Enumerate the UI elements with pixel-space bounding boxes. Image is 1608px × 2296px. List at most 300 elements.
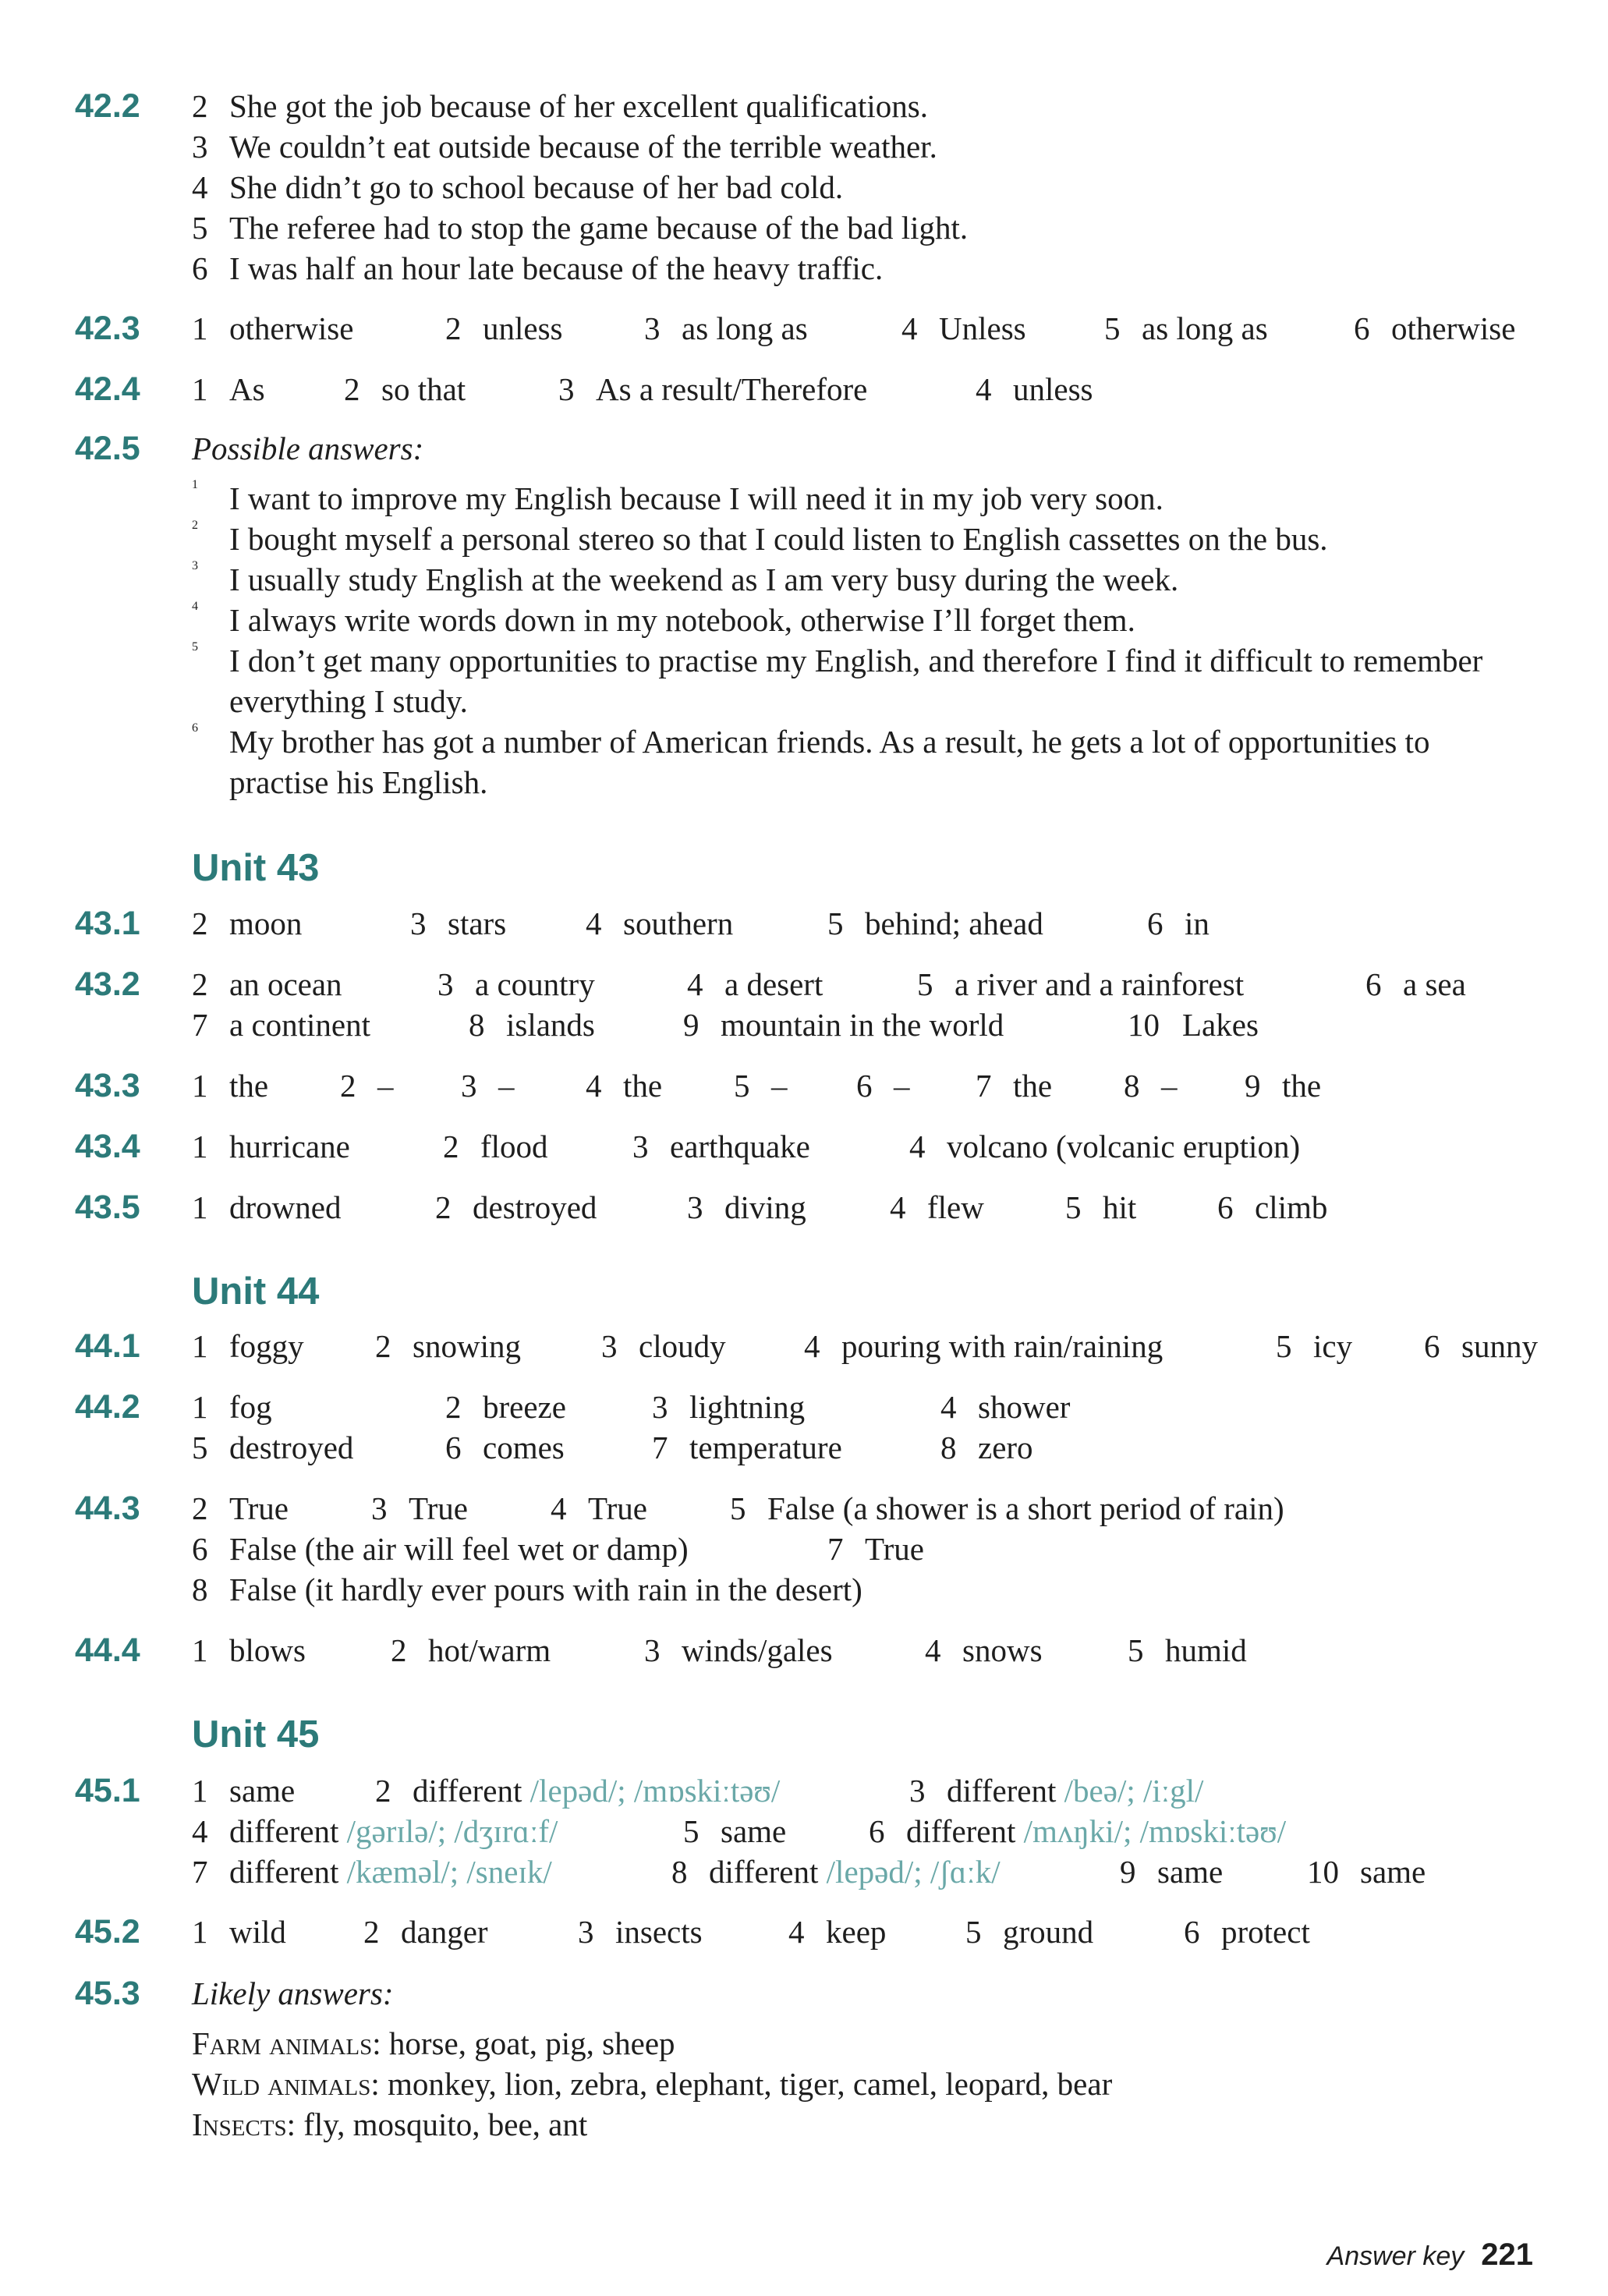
answer-item <box>976 369 1093 409</box>
answer-item <box>734 1065 788 1106</box>
answer-item <box>1365 964 1466 1004</box>
item-number: 4 <box>551 1490 567 1526</box>
answers-intro: Possible answers: <box>192 430 424 466</box>
item-number: 8 <box>1124 1068 1140 1104</box>
answer-line <box>192 478 1580 519</box>
exercise-number: 43.1 <box>75 905 140 942</box>
item-number: 1 <box>192 310 208 346</box>
answer-item <box>890 1187 984 1228</box>
item-text: The referee had to stop the game because of the bad light. <box>229 210 969 246</box>
answer-item <box>632 1126 810 1167</box>
item-text: different <box>229 1813 339 1849</box>
answer-item <box>1128 1630 1247 1671</box>
answer-item <box>976 1065 1052 1106</box>
item-text: protect <box>1221 1914 1310 1950</box>
item-number: 3 <box>192 559 198 572</box>
item-number: 5 <box>683 1813 700 1849</box>
unit-heading: Unit 45 <box>192 1713 320 1756</box>
item-text: same <box>1157 1854 1224 1890</box>
answer-item <box>586 1065 662 1106</box>
answer-item <box>965 1912 1093 1952</box>
answer-item <box>1104 308 1268 349</box>
item-number: 4 <box>192 600 198 613</box>
item-number: 6 <box>192 250 208 286</box>
item-number: 2 <box>435 1189 452 1225</box>
answer-item <box>827 1529 924 1569</box>
item-text: volcano (volcanic eruption) <box>947 1129 1301 1164</box>
answer-item <box>687 1187 806 1228</box>
item-number: 3 <box>410 905 427 941</box>
answer-line <box>192 207 1580 248</box>
answer-item <box>443 1126 548 1167</box>
answer-item <box>192 1912 286 1952</box>
exercise-number: 42.2 <box>75 87 140 125</box>
answer-item <box>391 1630 551 1671</box>
item-text: Lakes <box>1182 1007 1259 1043</box>
item-text: She got the job because of her excellent qualifications. <box>229 88 928 124</box>
item-number: 9 <box>1245 1068 1261 1104</box>
item-number: 3 <box>601 1328 618 1364</box>
item-text: mountain in the world <box>721 1007 1004 1043</box>
item-number: 9 <box>1120 1854 1136 1890</box>
answer-item <box>192 964 342 1004</box>
item-text: as long as <box>682 310 808 346</box>
answer-item <box>925 1630 1043 1671</box>
item-number: 6 <box>856 1068 873 1104</box>
item-text: so that <box>381 371 466 407</box>
item-number: 4 <box>586 905 602 941</box>
item-number: 8 <box>940 1430 957 1465</box>
item-number: 1 <box>192 1129 208 1164</box>
item-text: drowned <box>229 1189 342 1225</box>
answer-item <box>344 369 466 409</box>
item-text: the <box>623 1068 663 1104</box>
exercise-number: 43.3 <box>75 1067 140 1104</box>
phonetic-transcription: /mʌŋki/; /mɒskiːtəʊ/ <box>1023 1813 1287 1849</box>
category-items: monkey, lion, zebra, elephant, tiger, camel, leopard, bear <box>388 2066 1113 2102</box>
answer-item <box>683 1811 786 1851</box>
item-text: otherwise <box>1391 310 1516 346</box>
answer-item <box>192 903 302 944</box>
answer-item <box>804 1326 1163 1366</box>
answer-item <box>652 1427 842 1468</box>
category-line <box>192 2023 1580 2064</box>
item-text: icy <box>1313 1328 1353 1364</box>
answer-item <box>644 308 808 349</box>
answer-line <box>192 600 1580 640</box>
item-number: 6 <box>1424 1328 1440 1364</box>
item-number: 5 <box>965 1914 982 1950</box>
answer-item <box>192 1387 272 1427</box>
answer-item <box>340 1065 394 1106</box>
answer-item <box>192 1427 353 1468</box>
unit-heading: Unit 43 <box>192 847 320 889</box>
answer-item <box>827 903 1043 944</box>
item-number: 6 <box>1184 1914 1200 1950</box>
item-number: 2 <box>375 1773 391 1809</box>
answer-item <box>1217 1187 1327 1228</box>
category-label: Wild animals: <box>192 2066 380 2102</box>
answer-line <box>192 86 1580 126</box>
answer-item <box>192 1851 552 1892</box>
item-number: 5 <box>734 1068 750 1104</box>
answers-intro: Likely answers: <box>192 1975 394 2011</box>
item-number: 5 <box>1065 1189 1082 1225</box>
answer-item <box>1354 308 1515 349</box>
item-number: 5 <box>192 210 208 246</box>
item-number: 1 <box>192 478 198 491</box>
item-number: 2 <box>192 88 208 124</box>
item-number: 6 <box>445 1430 462 1465</box>
answer-item <box>461 1065 515 1106</box>
item-text: different <box>709 1854 819 1890</box>
item-number: 4 <box>788 1914 805 1950</box>
answer-item <box>192 1488 289 1529</box>
item-number: 2 <box>192 519 198 532</box>
item-text: sunny <box>1461 1328 1538 1364</box>
item-number: 5 <box>1104 310 1121 346</box>
answer-item <box>558 369 867 409</box>
item-number: 9 <box>683 1007 700 1043</box>
item-text: hurricane <box>229 1129 350 1164</box>
exercise-number: 43.5 <box>75 1189 140 1226</box>
item-number: 2 <box>340 1068 356 1104</box>
item-number: 5 <box>917 966 933 1002</box>
item-number: 4 <box>925 1632 941 1668</box>
item-text: False (it hardly ever pours with rain in the desert) <box>229 1571 862 1607</box>
exercise-number: 43.2 <box>75 966 140 1003</box>
answer-item <box>1128 1004 1259 1045</box>
answer-item <box>1245 1065 1321 1106</box>
answer-item <box>192 1004 370 1045</box>
phonetic-transcription: /lepəd/; /ʃɑːk/ <box>826 1854 1001 1890</box>
item-text: – <box>377 1068 394 1104</box>
category-line <box>192 2064 1580 2104</box>
item-text: a sea <box>1403 966 1466 1002</box>
item-number: 6 <box>1354 310 1370 346</box>
item-text: I want to improve my English because I will need it in my job very soon. <box>229 480 1163 516</box>
item-number: 10 <box>1307 1854 1339 1890</box>
item-number: 3 <box>192 129 208 165</box>
answer-item <box>192 1630 306 1671</box>
item-text: breeze <box>483 1389 566 1425</box>
unit-heading: Unit 44 <box>192 1270 320 1313</box>
answer-item <box>683 1004 1004 1045</box>
item-number: 3 <box>437 966 454 1002</box>
item-number: 8 <box>192 1571 208 1607</box>
item-text: unless <box>483 310 563 346</box>
item-text: winds/gales <box>682 1632 833 1668</box>
item-number: 4 <box>586 1068 602 1104</box>
item-number: 5 <box>730 1490 746 1526</box>
answer-item <box>644 1630 833 1671</box>
item-number: 2 <box>344 371 360 407</box>
answer-item <box>578 1912 703 1952</box>
item-number: 2 <box>363 1914 380 1950</box>
item-text: southern <box>623 905 734 941</box>
answer-item <box>551 1488 647 1529</box>
item-number: 6 <box>192 1531 208 1567</box>
exercise-number: 45.1 <box>75 1772 140 1809</box>
item-text: zero <box>978 1430 1033 1465</box>
item-text: behind; ahead <box>865 905 1043 941</box>
item-number: 3 <box>644 310 661 346</box>
item-number: 2 <box>443 1129 459 1164</box>
item-text: True <box>409 1490 468 1526</box>
answer-item <box>375 1326 521 1366</box>
item-number: 3 <box>371 1490 388 1526</box>
item-text: otherwise <box>229 310 354 346</box>
category-line <box>192 2104 1580 2145</box>
item-text: She didn’t go to school because of her bad cold. <box>229 169 844 205</box>
item-text: I don’t get many opportunities to practise my English, and therefore I find it difficult to remember everything I study. <box>229 643 1483 719</box>
item-number: 3 <box>909 1773 926 1809</box>
item-text: ground <box>1003 1914 1094 1950</box>
item-text: flew <box>927 1189 984 1225</box>
item-number: 4 <box>890 1189 906 1225</box>
answer-item <box>856 1065 910 1106</box>
item-number: 5 <box>1128 1632 1144 1668</box>
item-number: 5 <box>827 905 844 941</box>
exercise-number: 42.4 <box>75 370 140 408</box>
item-text: hot/warm <box>428 1632 551 1668</box>
item-number: 7 <box>192 1007 208 1043</box>
answer-item <box>1147 903 1210 944</box>
item-number: 2 <box>445 310 462 346</box>
item-number: 4 <box>940 1389 957 1425</box>
item-number: 10 <box>1128 1007 1160 1043</box>
item-number: 2 <box>391 1632 407 1668</box>
answer-item <box>1276 1326 1352 1366</box>
item-text: different <box>906 1813 1016 1849</box>
answer-item <box>671 1851 1001 1892</box>
item-number: 3 <box>652 1389 668 1425</box>
exercise-number: 44.4 <box>75 1632 140 1669</box>
item-text: same <box>229 1773 296 1809</box>
item-number: 2 <box>375 1328 391 1364</box>
item-text: destroyed <box>473 1189 597 1225</box>
item-text: insects <box>615 1914 703 1950</box>
item-number: 2 <box>192 1490 208 1526</box>
item-text: moon <box>229 905 303 941</box>
answer-item <box>909 1126 1300 1167</box>
footer-label: Answer key <box>1326 2241 1465 2271</box>
answer-item <box>445 308 563 349</box>
item-text: – <box>1161 1068 1178 1104</box>
item-number: 2 <box>192 905 208 941</box>
answer-item <box>940 1387 1070 1427</box>
item-text: different <box>229 1854 339 1890</box>
answer-item <box>901 308 1026 349</box>
item-number: 4 <box>909 1129 926 1164</box>
item-number: 7 <box>976 1068 992 1104</box>
item-text: destroyed <box>229 1430 354 1465</box>
item-number: 1 <box>192 1068 208 1104</box>
item-text: wild <box>229 1914 286 1950</box>
item-number: 4 <box>901 310 918 346</box>
item-text: True <box>588 1490 647 1526</box>
exercise-number: 44.3 <box>75 1490 140 1527</box>
exercise-number: 43.4 <box>75 1128 140 1165</box>
exercise-number: 42.5 <box>75 430 140 467</box>
answer-item <box>1124 1065 1178 1106</box>
answer-line <box>192 721 1440 803</box>
answer-line <box>192 167 1580 207</box>
item-number: 3 <box>558 371 575 407</box>
answer-item <box>730 1488 1284 1529</box>
answer-item <box>192 1770 295 1811</box>
answer-item <box>192 1529 689 1569</box>
answer-item <box>192 1126 350 1167</box>
page-number: 221 <box>1481 2238 1533 2272</box>
answer-item <box>687 964 823 1004</box>
item-number: 3 <box>578 1914 594 1950</box>
phonetic-transcription: /kæməl/; /sneɪk/ <box>346 1854 552 1890</box>
item-text: earthquake <box>670 1129 810 1164</box>
item-text: temperature <box>689 1430 842 1465</box>
item-text: lightning <box>689 1389 806 1425</box>
item-number: 4 <box>976 371 992 407</box>
item-number: 6 <box>1147 905 1163 941</box>
item-text: a desert <box>724 966 823 1002</box>
item-text: snowing <box>413 1328 521 1364</box>
item-text: I was half an hour late because of the heavy traffic. <box>229 250 884 286</box>
item-number: 6 <box>1365 966 1382 1002</box>
item-text: I always write words down in my notebook, otherwise I’ll forget them. <box>229 602 1135 638</box>
exercise-number: 45.3 <box>75 1975 140 2012</box>
item-number: 7 <box>192 1854 208 1890</box>
answer-item <box>586 903 733 944</box>
answer-item <box>940 1427 1033 1468</box>
item-number: 8 <box>469 1007 485 1043</box>
answer-item <box>371 1488 468 1529</box>
item-text: diving <box>724 1189 806 1225</box>
item-text: – <box>771 1068 788 1104</box>
answer-line <box>192 640 1518 721</box>
answer-item <box>469 1004 595 1045</box>
item-text: comes <box>483 1430 565 1465</box>
answer-item <box>375 1770 780 1811</box>
answer-item <box>192 369 265 409</box>
item-text: shower <box>978 1389 1071 1425</box>
item-number: 3 <box>687 1189 703 1225</box>
answer-item <box>1184 1912 1310 1952</box>
item-number: 3 <box>644 1632 661 1668</box>
item-text: Unless <box>939 310 1026 346</box>
item-number: 3 <box>461 1068 477 1104</box>
answer-item <box>1307 1851 1426 1892</box>
answer-item <box>1120 1851 1223 1892</box>
item-text: a river and a rainforest <box>955 966 1245 1002</box>
item-number: 1 <box>192 1189 208 1225</box>
item-number: 3 <box>632 1129 649 1164</box>
exercise-number: 44.1 <box>75 1327 140 1365</box>
item-number: 8 <box>671 1854 688 1890</box>
answer-item <box>1424 1326 1538 1366</box>
item-text: My brother has got a number of American friends. As a result, he gets a lot of opportunities to practise his English. <box>229 724 1430 800</box>
item-number: 5 <box>192 1430 208 1465</box>
answer-item <box>652 1387 805 1427</box>
item-text: stars <box>448 905 507 941</box>
answer-item <box>192 1569 862 1610</box>
answer-item <box>192 1187 341 1228</box>
item-text: cloudy <box>639 1328 726 1364</box>
answer-item <box>435 1187 597 1228</box>
exercise-number: 44.2 <box>75 1388 140 1426</box>
answer-item <box>445 1387 566 1427</box>
item-text: fog <box>229 1389 272 1425</box>
item-number: 6 <box>1217 1189 1234 1225</box>
item-number: 4 <box>192 169 208 205</box>
answer-line <box>192 519 1580 559</box>
item-text: islands <box>506 1007 595 1043</box>
answer-line <box>192 248 1580 289</box>
item-text: the <box>1013 1068 1053 1104</box>
item-text: – <box>894 1068 910 1104</box>
answer-line <box>192 559 1580 600</box>
item-text: foggy <box>229 1328 304 1364</box>
answer-item <box>869 1811 1286 1851</box>
phonetic-transcription: /lepəd/; /mɒskiːtəʊ/ <box>530 1773 781 1809</box>
page-footer <box>1327 2235 1533 2276</box>
answer-item <box>917 964 1244 1004</box>
item-text: different <box>947 1773 1057 1809</box>
item-text: humid <box>1165 1632 1247 1668</box>
answer-item <box>601 1326 726 1366</box>
answer-item <box>192 1326 304 1366</box>
exercise-number: 42.3 <box>75 310 140 347</box>
item-text: I bought myself a personal stereo so that I could listen to English cassettes on the bus. <box>229 521 1328 557</box>
item-number: 1 <box>192 1914 208 1950</box>
item-text: snows <box>962 1632 1043 1668</box>
item-text: as long as <box>1142 310 1268 346</box>
phonetic-transcription: /gərɪlə/; /dʒɪrɑːf/ <box>346 1813 558 1849</box>
item-text: – <box>498 1068 515 1104</box>
item-text: the <box>1282 1068 1322 1104</box>
answer-item <box>363 1912 488 1952</box>
item-text: False (a shower is a short period of rain) <box>767 1490 1284 1526</box>
item-text: in <box>1185 905 1210 941</box>
item-text: I usually study English at the weekend as I am very busy during the week. <box>229 562 1179 597</box>
item-number: 1 <box>192 371 208 407</box>
item-text: As a result/Therefore <box>596 371 868 407</box>
item-text: same <box>721 1813 787 1849</box>
category-label: Farm animals: <box>192 2025 381 2061</box>
item-number: 6 <box>869 1813 885 1849</box>
item-number: 5 <box>192 640 198 654</box>
item-text: same <box>1360 1854 1426 1890</box>
answer-line <box>192 126 1580 167</box>
category-items: horse, goat, pig, sheep <box>388 2025 675 2061</box>
item-number: 7 <box>827 1531 844 1567</box>
phonetic-transcription: /beə/; /iːgl/ <box>1064 1773 1204 1809</box>
item-text: True <box>229 1490 289 1526</box>
item-text: blows <box>229 1632 306 1668</box>
item-number: 4 <box>804 1328 820 1364</box>
item-text: flood <box>480 1129 548 1164</box>
answer-item <box>410 903 506 944</box>
answer-item <box>192 308 353 349</box>
category-label: Insects: <box>192 2106 296 2142</box>
item-number: 1 <box>192 1328 208 1364</box>
item-text: different <box>413 1773 522 1809</box>
item-text: danger <box>401 1914 488 1950</box>
item-number: 1 <box>192 1389 208 1425</box>
item-number: 2 <box>192 966 208 1002</box>
item-text: a country <box>475 966 595 1002</box>
item-number: 1 <box>192 1632 208 1668</box>
item-number: 2 <box>445 1389 462 1425</box>
